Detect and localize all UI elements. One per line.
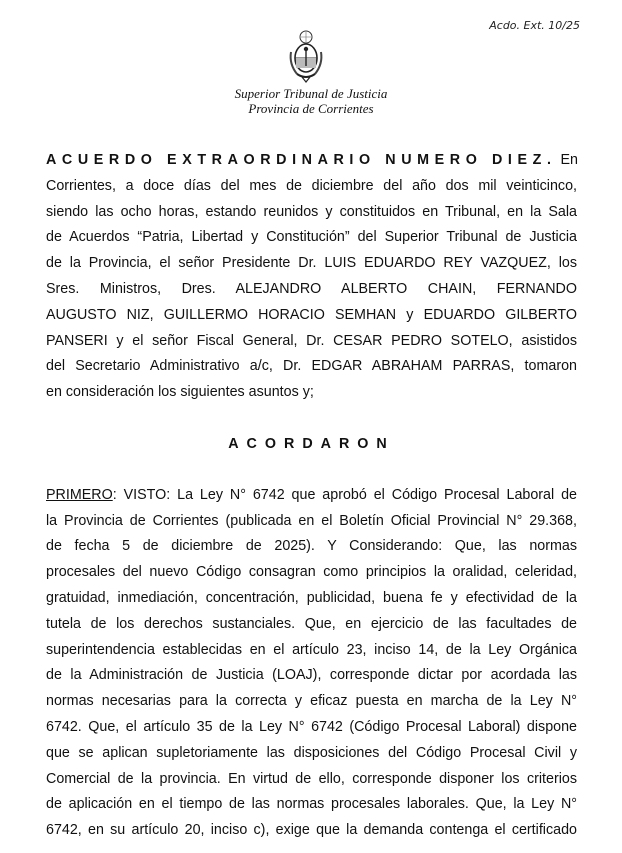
primero-line: procesales del nuevo Código consagran como principios la oralidad, celeridad, bbox=[46, 564, 577, 581]
court-name-line1: Superior Tribunal de Justicia bbox=[234, 86, 388, 101]
court-name-line2: Provincia de Corrientes bbox=[248, 101, 374, 116]
intro-line: de Acuerdos “Patria, Libertad y Constitución” del Superior Tribunal de Justicia bbox=[46, 229, 577, 246]
primero-line: la Provincia de Corrientes (publicada en el Boletín Oficial Provincial N° 29.368, bbox=[46, 512, 577, 529]
intro-line: Corrientes, a doce días del mes de diciembre del año dos mil veinticinco, bbox=[46, 177, 577, 194]
intro-line: ACUERDO EXTRAORDINARIO NUMERO DIEZ. En bbox=[46, 152, 579, 168]
intro-paragraph bbox=[46, 148, 577, 406]
primero-line: gratuidad, inmediación, concentración, publicidad, buena fe y efectividad de la bbox=[46, 589, 577, 606]
document-body bbox=[46, 148, 577, 844]
primero-label: PRIMERO bbox=[46, 486, 113, 503]
intro-line: siendo las ocho horas, estando reunidos y constituidos en Tribunal, en la Sala bbox=[46, 203, 577, 220]
primero-line: de fecha 5 de diciembre de 2025). Y Considerando: Que, las normas bbox=[46, 538, 577, 555]
primero-line: tutela de los derechos sustanciales. Que, en ejercicio de las facultades de bbox=[46, 615, 577, 632]
intro-line: en consideración los siguientes asuntos y; bbox=[46, 384, 314, 401]
intro-line: del Secretario Administrativo a/c, Dr. EDGAR ABRAHAM PARRAS, tomaron bbox=[46, 358, 577, 375]
intro-line: AUGUSTO NIZ, GUILLERMO HORACIO SEMHAN y EDUARDO GILBERTO bbox=[46, 306, 577, 323]
primero-line: 6742, en su artículo 20, inciso c), exige que la demanda contenga el certificado bbox=[46, 822, 577, 839]
coat-of-arms-icon bbox=[285, 28, 327, 84]
primero-line: 6742. Que, el artículo 35 de la Ley N° 6742 (Código Procesal Laboral) dispone bbox=[46, 718, 577, 735]
primero-line: de aplicación en el tiempo de las normas procesales laborales. Que, la Ley N° bbox=[46, 796, 577, 813]
document-reference: Acdo. Ext. 10/25 bbox=[489, 19, 580, 32]
primero-paragraph bbox=[46, 483, 577, 844]
primero-line: que se aplican supletoriamente las disposiciones del Código Procesal Civil y bbox=[46, 744, 577, 761]
primero-line: de la Administración de Justicia (LOAJ), corresponde dictar por acordada las bbox=[46, 667, 577, 684]
primero-line: Comercial de la provincia. En virtud de ello, corresponde disponer los criterios bbox=[46, 770, 577, 787]
intro-line: Sres. Ministros, Dres. ALEJANDRO ALBERTO CHAIN, FERNANDO bbox=[46, 280, 577, 297]
primero-line: PRIMERO: VISTO: La Ley N° 6742 que aprobó el Código Procesal Laboral de bbox=[46, 486, 577, 503]
primero-line: normas necesarias para la correcta y eficaz puesta en marcha de la Ley N° bbox=[46, 693, 577, 710]
court-name bbox=[0, 86, 622, 116]
agreement-title: ACUERDO EXTRAORDINARIO NUMERO DIEZ. bbox=[46, 152, 557, 168]
intro-line: PANSERI y el señor Fiscal General, Dr. CESAR PEDRO SOTELO, asistidos bbox=[46, 332, 577, 349]
section-heading: ACORDARON bbox=[228, 435, 395, 452]
primero-line: superintendencia establecidas en el artículo 23, inciso 14, de la Ley Orgánica bbox=[46, 641, 577, 658]
intro-line: de la Provincia, el señor Presidente Dr. LUIS EDUARDO REY VAZQUEZ, los bbox=[46, 255, 577, 272]
